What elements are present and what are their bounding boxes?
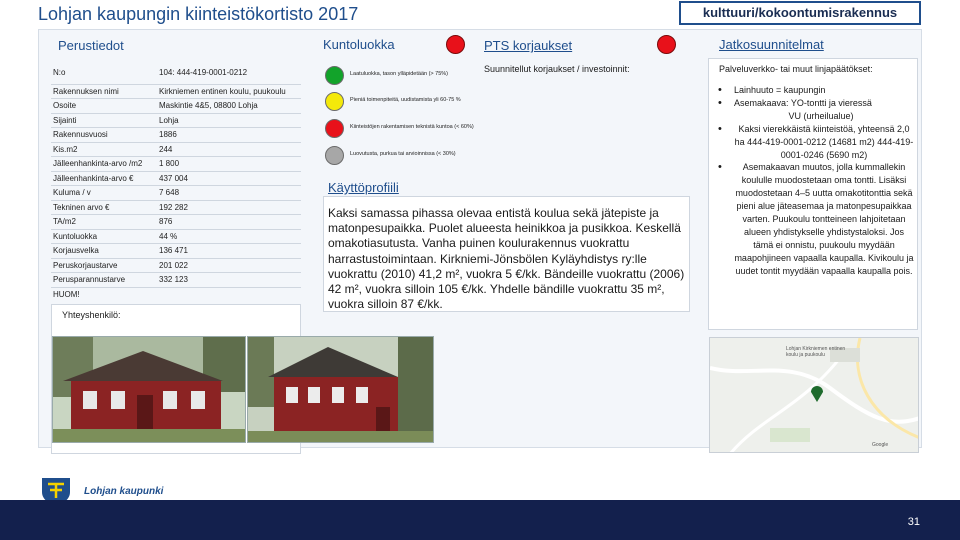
table-row bbox=[51, 128, 301, 143]
row-label: Peruskorjaustarve bbox=[53, 260, 118, 270]
row-label: Jälleenhankinta-arvo /m2 bbox=[53, 159, 143, 169]
row-label: Kuluma / v bbox=[53, 188, 91, 198]
map-label: Lohjan Kirkniemen entinen koulu ja puukoulu bbox=[786, 346, 846, 358]
footer-bar bbox=[0, 500, 960, 540]
row-value: Maskintie 4&5, 08800 Lohja bbox=[159, 101, 258, 111]
list-item: • Lainhuuto = kaupungin bbox=[714, 84, 914, 97]
row-label: Perusparannustarve bbox=[53, 275, 126, 285]
row-label: N:o bbox=[53, 68, 66, 78]
footer-logo-text: Lohjan kaupunki bbox=[84, 486, 164, 497]
table-row bbox=[51, 99, 301, 114]
row-label: Rakennusvuosi bbox=[53, 130, 108, 140]
row-label: Sijainti bbox=[53, 115, 77, 125]
legend-text: Luovutusta, purkua tai arvioinnissa (< 30%) bbox=[350, 151, 456, 157]
row-value: Kirkniemen entinen koulu, puukoulu bbox=[159, 86, 286, 96]
legend-dot-icon bbox=[325, 146, 344, 165]
kuntoluokka-indicator-icon bbox=[446, 35, 465, 54]
row-value: Lohja bbox=[159, 115, 179, 125]
table-row bbox=[51, 186, 301, 201]
map-attribution: Google bbox=[872, 442, 889, 448]
list-item: VU (urheilualue) bbox=[788, 110, 854, 121]
row-label: Kis.m2 bbox=[53, 144, 78, 154]
row-label: Jälleenhankinta-arvo € bbox=[53, 173, 134, 183]
building-photo-2 bbox=[247, 336, 434, 443]
perustiedot-heading: Perustiedot bbox=[58, 38, 124, 53]
row-label: Kuntoluokka bbox=[53, 231, 98, 241]
row-value: 201 022 bbox=[159, 260, 188, 270]
table-row bbox=[51, 258, 301, 273]
page-title: Lohjan kaupungin kiinteistökortisto 2017 bbox=[38, 4, 359, 24]
row-value: 104: 444-419-0001-0212 bbox=[159, 68, 248, 78]
table-row bbox=[51, 113, 301, 128]
table-row bbox=[51, 215, 301, 230]
row-value: 192 282 bbox=[159, 202, 188, 212]
pts-subheading: Suunnitellut korjaukset / investoinnit: bbox=[484, 64, 630, 74]
page-number: 31 bbox=[907, 516, 920, 528]
row-label: Tekninen arvo € bbox=[53, 202, 110, 212]
row-value: 7 648 bbox=[159, 188, 180, 198]
table-row bbox=[51, 157, 301, 172]
row-label: TA/m2 bbox=[53, 217, 76, 227]
kayttoprofiili-text: Kaksi samassa pihassa olevaa entistä koulua sekä jätepiste ja matonpesupaikka. Puolet alueesta heinikkoa ja pusikkoa. Keskellä omakotiasutusta. Vanha puinen koulurakennus vuokrattu harrastustoimintaan. Kirkniemi-Jönsbölen Kyläyhdistys ry:lle vuokrattu (2010) 41,2 m², vuokra 5 €/kk. Bändeille vuokrattu (2006) 42 m², vuokra silloin 105 €/kk. Yhdelle bändille vuokrattu 35 m², vuokra silloin 87 €/kk. bbox=[328, 206, 685, 312]
legend-dot-icon bbox=[325, 119, 344, 138]
table-row bbox=[51, 287, 301, 302]
list-item: • Kaksi vierekkäistä kiinteistöä, yhteensä 2,0 ha 444-419-0001-0212 (14681 m2) 444-419-0001-0246 (5690 m2) bbox=[714, 123, 914, 162]
table-row bbox=[51, 142, 301, 157]
row-value: 136 471 bbox=[159, 246, 188, 256]
legend-dot-icon bbox=[325, 92, 344, 111]
perustiedot-table bbox=[51, 62, 301, 302]
row-value: 437 004 bbox=[159, 173, 188, 183]
building-photo-1 bbox=[52, 336, 246, 443]
row-value bbox=[157, 287, 301, 302]
contact-label: Yhteyshenkilö: bbox=[62, 310, 121, 320]
table-row bbox=[51, 84, 301, 99]
category-badge: kulttuuri/kokoontumisrakennus bbox=[679, 1, 921, 25]
table-row bbox=[51, 229, 301, 244]
row-value: 876 bbox=[159, 217, 173, 227]
legend-text: Laatuluokka, tason ylläpidetään (> 75%) bbox=[350, 71, 448, 77]
row-value: 44 % bbox=[159, 231, 178, 241]
table-row bbox=[51, 244, 301, 259]
row-value: 332 123 bbox=[159, 275, 188, 285]
kuntoluokka-heading: Kuntoluokka bbox=[323, 37, 395, 52]
jatkosuunnitelmat-list bbox=[714, 84, 914, 278]
legend-text: Pieniä toimenpiteitä, uudistamista yli 60-75 % bbox=[350, 97, 461, 103]
row-label: Korjausvelka bbox=[53, 246, 99, 256]
row-value: 1 800 bbox=[159, 159, 180, 169]
table-row bbox=[51, 62, 301, 84]
row-value: 244 bbox=[159, 144, 173, 154]
list-item: • Asemakaava: YO-tontti ja vieressä bbox=[714, 97, 914, 110]
table-row bbox=[51, 273, 301, 288]
row-label: HUOM! bbox=[53, 290, 80, 299]
jatkosuunnitelmat-heading: Jatkosuunnitelmat bbox=[719, 37, 824, 52]
jatkosuunnitelmat-subheading: Palveluverkko- tai muut linjapäätökset: bbox=[719, 64, 873, 74]
list-item: • Asemakaavan muutos, jolla kummallekin koululle muodostetaan oma tontti. Lisäksi muodostetaan 4–5 uutta omakotitonttia sekä pieni alue jäteasemaa ja matonpesupaikkaa varten. Puukoulu tontteineen lahjoitetaan alueen yhdistykselle yhdistystaloksi. Jos tämä ei onnistu, puukoulu myydään maapohjineen vapaalla kaupalla. Kivikoulu ja uudet tontit myydään vapaalla kaupalla pois. bbox=[714, 161, 914, 277]
row-label: Rakennuksen nimi bbox=[53, 86, 119, 96]
row-value: 1886 bbox=[159, 130, 177, 140]
kayttoprofiili-heading: Käyttöprofiili bbox=[328, 180, 399, 195]
pts-indicator-icon bbox=[657, 35, 676, 54]
row-label: Osoite bbox=[53, 101, 77, 111]
table-row bbox=[51, 200, 301, 215]
pts-heading: PTS korjaukset bbox=[484, 38, 573, 53]
table-row bbox=[51, 171, 301, 186]
legend-dot-icon bbox=[325, 66, 344, 85]
legend-text: Kiinteistöjen rakentamisen teknistä kuntoa (< 60%) bbox=[350, 124, 474, 130]
